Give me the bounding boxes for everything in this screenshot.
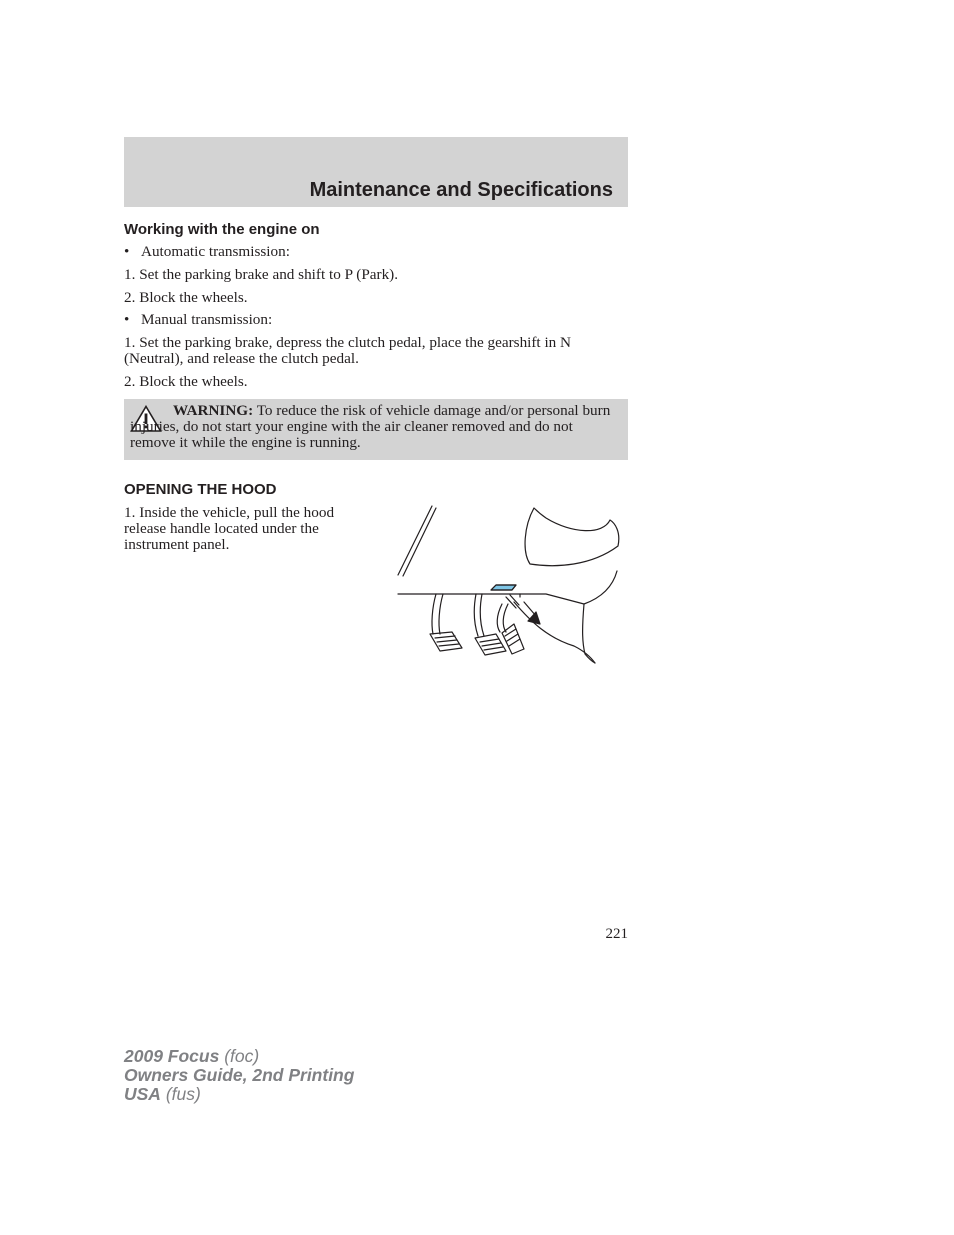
footer-market-code: (fus)	[165, 1084, 201, 1104]
footer-model: 2009 Focus	[124, 1046, 220, 1066]
list-item: 1. Set the parking brake, depress the clutch pedal, place the gearshift in N (Neutral), and release the clutch pedal.	[124, 334, 572, 367]
footer-model-code: (foc)	[224, 1046, 260, 1066]
warning-text	[130, 403, 620, 451]
warning-label: WARNING:	[173, 402, 254, 419]
list-item: 2. Block the wheels.	[124, 289, 248, 306]
hood-release-illustration	[396, 504, 624, 666]
warning-body: To reduce the risk of vehicle damage and/or personal burn injuries, do not start your engine with the air cleaner removed and do not remove it while the engine is running.	[130, 402, 611, 451]
footer	[124, 1047, 354, 1104]
section-title: Maintenance and Specifications	[309, 179, 613, 201]
list-item: 2. Block the wheels.	[124, 373, 248, 390]
list-item-text: Manual transmission:	[141, 311, 273, 328]
footer-line-2: Owners Guide, 2nd Printing	[124, 1065, 355, 1085]
list-item	[124, 312, 624, 328]
hood-step-1: 1. Inside the vehicle, pull the hood release handle located under the instrument panel.	[124, 504, 335, 553]
list-item	[124, 244, 624, 260]
footer-line-1	[124, 1047, 354, 1066]
list-item-text: Automatic transmission:	[141, 243, 290, 260]
heading-working-engine-on: Working with the engine on	[124, 221, 320, 238]
warning-box	[124, 399, 628, 460]
section-header-band	[124, 137, 628, 207]
bullet: •	[124, 311, 130, 328]
page-number: 221	[605, 926, 628, 942]
list-item: 1. Set the parking brake and shift to P (Park).	[124, 266, 399, 283]
footer-line-3	[124, 1085, 354, 1104]
bullet: •	[124, 243, 130, 260]
heading-opening-the-hood: OPENING THE HOOD	[124, 481, 277, 498]
footer-market: USA	[124, 1084, 161, 1104]
